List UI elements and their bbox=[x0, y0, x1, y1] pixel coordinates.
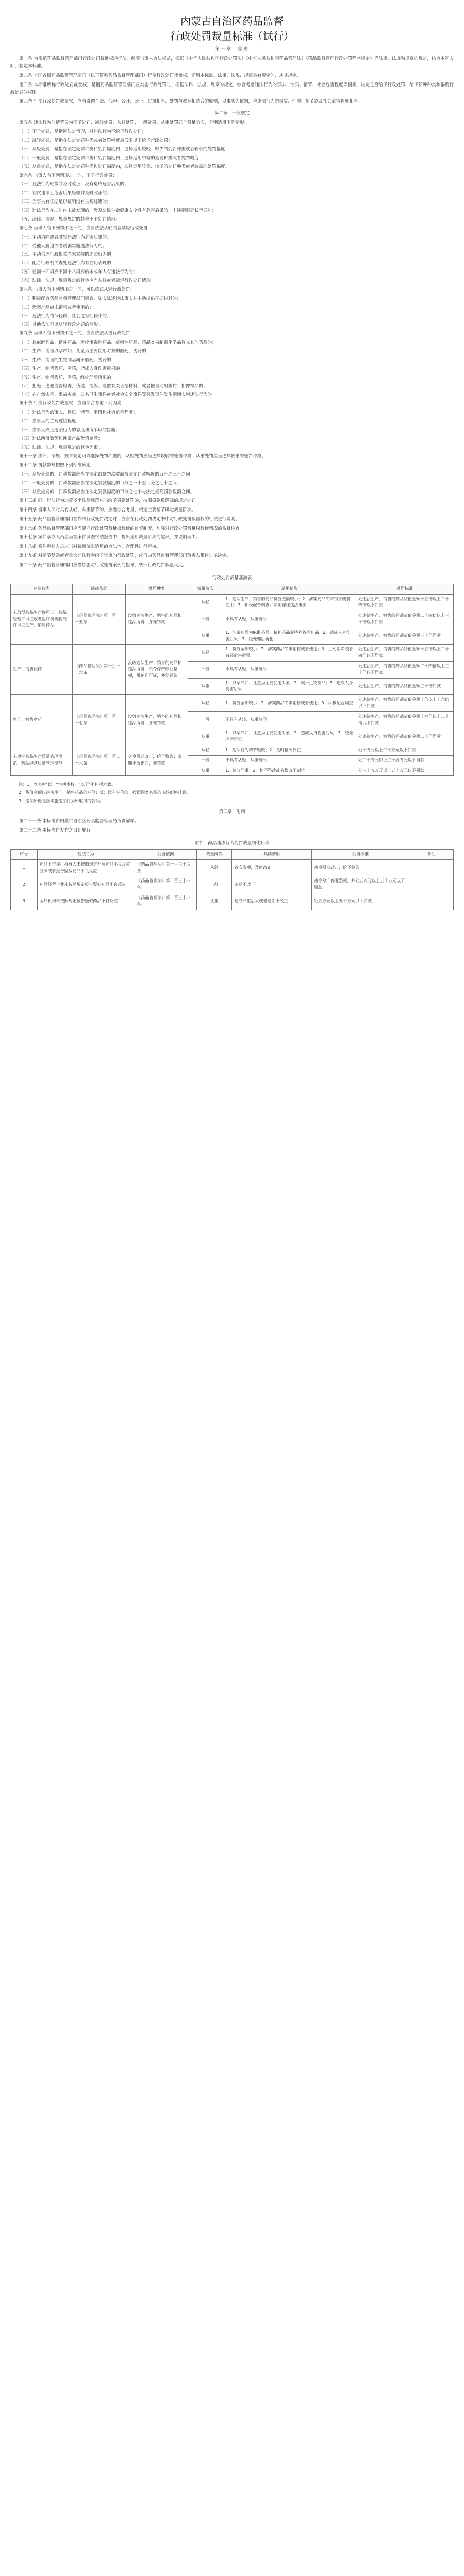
basis-cell: 《药品管理法》第一百一十五条 bbox=[73, 594, 126, 645]
article-10: 第十条 行使行政处罚裁量权，应当综合考虑下列因素： bbox=[19, 401, 126, 406]
document-page bbox=[10, 0, 454, 931]
level-cell: 从轻 bbox=[196, 859, 232, 876]
act-cell: 药品上市许可持有人未按照规定开展药品不良反应监测或者报告疑似药品不良反应 bbox=[37, 859, 135, 876]
penalty-kind-cell: 没收违法生产、销售的药品和违法所得，并处罚款 bbox=[126, 695, 188, 745]
act-cell: 生产、销售假药 bbox=[11, 645, 73, 695]
column-header: 法律依据 bbox=[73, 584, 126, 594]
basis-cell: 《药品管理法》第一百一十七条 bbox=[73, 695, 126, 745]
article-21: 第二十一条 本标准由内蒙古自治区药品监督管理局负责解释。 bbox=[19, 819, 139, 824]
number-cell: 3 bbox=[11, 893, 38, 910]
table-row bbox=[11, 695, 454, 712]
penalty-kind-cell: 没收违法生产、销售的药品和违法所得，并处罚款 bbox=[126, 594, 188, 645]
column-header: 处罚标准 bbox=[356, 584, 453, 594]
title-line-2: 行政处罚裁量标准（试行） bbox=[170, 30, 294, 42]
table-row bbox=[11, 876, 454, 893]
article-10-item: （四）违法所得数额和涉案产品货值金额； bbox=[19, 436, 103, 442]
article-1: 第一条 为规范药品监督管理部门行政处罚裁量权的行使，保障当事人合法权益，根据《中华人民共和国行政处罚法》《中华人民共和国药品管理法》《药品监督管理行政处罚程序规定》等法律、法规和规章的规定，结合本区实际，制定本标准。 bbox=[10, 56, 454, 69]
level-cell: 一般 bbox=[188, 711, 223, 728]
note-cell bbox=[409, 876, 454, 893]
act-cell: 生产、销售劣药 bbox=[11, 695, 73, 745]
standard-cell: 处违法生产、销售的药品货值金额三十倍罚款 bbox=[356, 678, 453, 695]
table-header-row bbox=[11, 849, 454, 859]
standard-cell: 处违法生产、销售的药品货值金额三十倍罚款 bbox=[356, 628, 453, 645]
table-row bbox=[11, 594, 454, 611]
article-5-item: （一）不予处罚，是指因法定情形，对违法行为不给予行政处罚； bbox=[19, 129, 146, 135]
level-cell: 从轻 bbox=[188, 594, 223, 611]
article-22: 第二十二条 本标准自发布之日起施行。 bbox=[19, 828, 95, 834]
standard-cell: 处五万元以上五十万元以下罚款 bbox=[312, 893, 409, 910]
column-header: 处罚标准 bbox=[312, 849, 409, 859]
act-cell: 未遵守药品生产质量管理规范、药品经营质量管理规范 bbox=[11, 745, 73, 776]
article-9-item: （三）生产、销售的生物制品属于假药、劣药的； bbox=[19, 357, 116, 363]
article-8-item: （一）积极配合药品监督管理部门调查，如实陈述违法事实并主动提供证据材料的； bbox=[19, 296, 181, 301]
level-cell: 从重 bbox=[188, 766, 223, 776]
case-cell: 1．违法生产、销售的药品货值金额较小；2．涉案药品尚未销售或者使用；3．积极配合调查并如实陈述违法事实 bbox=[223, 594, 356, 611]
column-header: 违法行为 bbox=[37, 849, 135, 859]
level-cell: 从重 bbox=[188, 728, 223, 745]
note-cell bbox=[409, 893, 454, 910]
article-16: 第十六条 药品监督管理部门应当建立行政处罚裁量权行使的监督制度，加强对行政处罚裁量权行使情况的监督检查。 bbox=[19, 526, 244, 531]
article-8-item: （四）其他依法可以从轻行政处罚的情形。 bbox=[19, 322, 103, 328]
article-18: 第十八条 案件审核人员应当对裁量阶次适用的合法性、合理性进行审核。 bbox=[19, 544, 161, 550]
standard-cell: 处十万元以上二十万元以下罚款 bbox=[356, 745, 453, 756]
table-note: 2．货值金额以违法生产、销售药品的标价计算；没有标价的，按照同类药品的市场价格计算。 bbox=[19, 790, 191, 795]
standard-cell: 责令限期改正，给予警告 bbox=[312, 859, 409, 876]
article-8-item: （二）涉案产品尚未销售或者使用的； bbox=[19, 304, 94, 310]
article-6-item: （一）违法行为轻微并及时改正，没有造成危害后果的； bbox=[19, 182, 129, 188]
article-7-item: （六）法律、法规、规章规定的其他应当从轻或者减轻行政处罚情形。 bbox=[19, 278, 155, 283]
article-12-item: （三）从重处罚的，罚款数额应当在法定罚款幅度的百分之七十与法定最高罚款数额之间。 bbox=[19, 489, 195, 495]
level-cell: 从重 bbox=[196, 893, 232, 910]
standard-cell: 处三十五万元以上五十万元以下罚款 bbox=[356, 766, 453, 776]
article-6-item: （三）当事人有证据足以证明没有主观过错的； bbox=[19, 199, 111, 205]
case-cell: 不具有从轻、从重情形 bbox=[223, 611, 356, 628]
standard-cell: 处违法生产、销售的药品货值金额十五倍以上二十四倍以下罚款 bbox=[356, 645, 453, 662]
article-7: 第七条 当事人有下列情形之一的，应当依法从轻或者减轻行政处罚： bbox=[19, 225, 152, 231]
article-12: 第十二条 罚款数额按照下列标准确定： bbox=[19, 463, 95, 468]
article-9-item: （六）拒绝、逃避监督检查，伪造、销毁、隐匿有关证据材料，或者擅自动用查封、扣押物品的； bbox=[19, 383, 208, 389]
article-10-item: （一）违法行为的事实、性质、情节、手段和社会危害程度； bbox=[19, 410, 138, 416]
column-header: 适用情形 bbox=[223, 584, 356, 594]
column-header: 违法行为 bbox=[11, 584, 73, 594]
article-6-item: （五）法律、法规、规章规定的其他不予处罚情形。 bbox=[19, 216, 120, 222]
article-6: 第六条 当事人有下列情形之一的，不予行政处罚： bbox=[19, 173, 117, 178]
table-caption: 附件：药品违法行为处罚裁量细化标准 bbox=[194, 840, 270, 846]
article-10-item: （三）当事人改正违法行为的态度和所采取的措施； bbox=[19, 427, 120, 433]
article-9-item: （四）生产、销售假药、劣药，造成人身伤害后果的； bbox=[19, 366, 125, 371]
case-cell: 造成严重后果或者逾期不改正 bbox=[232, 893, 312, 910]
article-17: 第十七条 案件承办人员应当在案件调查终结报告中，提出适用裁量阶次的建议，并说明理由。 bbox=[19, 535, 201, 540]
case-cell: 1．涉案药品为麻醉药品、精神药品等特殊管理药品；2．造成人身伤害后果；3．经处理后再犯 bbox=[223, 628, 356, 645]
column-header: 处罚种类 bbox=[126, 584, 188, 594]
level-cell: 一般 bbox=[188, 611, 223, 628]
number-cell: 2 bbox=[11, 876, 38, 893]
case-cell: 逾期不改正 bbox=[232, 876, 312, 893]
basis-cell: 《药品管理法》第一百一十六条 bbox=[73, 645, 126, 695]
case-cell: 不具有从轻、从重情形 bbox=[223, 711, 356, 728]
standard-cell: 处违法生产、销售的药品货值金额二十倍罚款 bbox=[356, 728, 453, 745]
level-cell: 从重 bbox=[188, 628, 223, 645]
penalty-kind-cell: 责令限期改正，给予警告；逾期不改正的，处罚款 bbox=[126, 745, 188, 776]
column-header: 裁量阶次 bbox=[196, 849, 232, 859]
penalty-kind-cell: 没收违法生产、销售的药品和违法所得，责令停产停业整顿，吊销许可证，并处罚款 bbox=[126, 645, 188, 695]
article-4: 第四条 行使行政处罚裁量权，应当遵循合法、合理、公开、公正、过罚相当、处罚与教育相结合的原则，以事实为依据，与违法行为的事实、性质、情节以及社会危害程度相当。 bbox=[19, 99, 362, 105]
level-cell: 一般 bbox=[188, 662, 223, 679]
basis-cell: 《药品管理法》第一百三十四条 bbox=[135, 859, 196, 876]
chapter-heading: 第一章 总则 bbox=[214, 47, 249, 52]
title-line-1: 内蒙古自治区药品监督 bbox=[180, 15, 284, 27]
chapter-heading: 第二章 一般规定 bbox=[214, 111, 250, 116]
case-cell: 首次发现，及时改正 bbox=[232, 859, 312, 876]
standard-cell: 处违法生产、销售的药品货值金额十五倍以上二十四倍以下罚款 bbox=[356, 594, 453, 611]
article-10-item: （二）当事人的主观过错程度； bbox=[19, 419, 81, 424]
article-14: 第十四条 当事人同时具有从轻、从重情节的，应当综合考量，根据主要情节确定裁量阶次。 bbox=[19, 507, 196, 513]
article-6-item: （四）违法行为在二年内未被发现的，涉及公民生命健康安全且有危害后果的，上述期限延长至五年； bbox=[19, 208, 217, 213]
case-cell: 1．违法行为情节轻微；2．及时整改到位 bbox=[223, 745, 356, 756]
article-8: 第八条 当事人有下列情形之一的，可以依法从轻行政处罚： bbox=[19, 286, 135, 292]
basis-cell: 《药品管理法》第一百三十四条 bbox=[135, 876, 196, 893]
column-header: 具体情形 bbox=[232, 849, 312, 859]
column-header: 序号 bbox=[11, 849, 38, 859]
table-note: 注：1．本表中"以上"包括本数，"以下"不包括本数。 bbox=[19, 782, 115, 787]
article-7-item: （三）主动供述行政机关尚未掌握的违法行为的； bbox=[19, 252, 116, 258]
document-title bbox=[10, 14, 454, 43]
article-11: 第十一条 法律、法规、规章规定可以选择处罚种类的，从轻处罚应当选择较轻的处罚种类，从重处罚应当选择较重的处罚种类。 bbox=[19, 453, 266, 459]
table-row bbox=[11, 645, 454, 662]
article-15: 第十五条 药品监督管理部门在作出行政处罚决定时，应当在行政处罚决定书中对行政处罚裁量权的行使进行说明。 bbox=[19, 516, 240, 522]
standard-cell: 责令停产停业整顿，并处五万元以上五十万元以下罚款 bbox=[312, 876, 409, 893]
table-body bbox=[11, 859, 454, 910]
table-body bbox=[11, 594, 454, 776]
act-cell: 未取得药品生产许可证、药品经营许可证或者医疗机构制剂许可证生产、销售药品 bbox=[11, 594, 73, 645]
note-cell bbox=[409, 859, 454, 876]
article-5-item: （五）从重处罚，是指在法定处罚种类和处罚幅度内，选择适用较重、较多的处罚种类或者较高的处罚幅度。 bbox=[19, 164, 230, 170]
article-9-item: （五）生产、销售假药、劣药，经处理后再犯的； bbox=[19, 375, 116, 380]
article-7-item: （二）受他人胁迫或者诱骗实施违法行为的； bbox=[19, 243, 107, 249]
case-cell: 1．货值金额较小；2．涉案药品尚未销售或者使用；3．主动消除或者减轻危害后果 bbox=[223, 645, 356, 662]
case-cell: 1．以孕产妇、儿童为主要使用对象；2．属于生物制品；3．造成人身伤害后果 bbox=[223, 678, 356, 695]
article-9-item: （一）以麻醉药品、精神药品、医疗用毒性药品、放射性药品、药品类易制毒化学品冒充其他药品的； bbox=[19, 340, 217, 346]
standard-cell: 处二十万元以上三十五万元以下罚款 bbox=[356, 755, 453, 766]
table-caption: 行政处罚裁量基准表 bbox=[212, 575, 252, 581]
article-2: 第二条 本区各级药品监督管理部门（以下简称药品监督管理部门）行使行政处罚裁量权，适用本标准。法律、法规、规章另有规定的，从其规定。 bbox=[19, 73, 301, 78]
level-cell: 从轻 bbox=[188, 645, 223, 662]
article-7-item: （五）已满十四周岁不满十八周岁的未成年人有违法行为的； bbox=[19, 269, 138, 275]
case-cell: 不具有从轻、从重情形 bbox=[223, 755, 356, 766]
case-cell: 1．情节严重；2．拒不整改或者整改不到位 bbox=[223, 766, 356, 776]
standard-cell: 处违法生产、销售的药品货值金额十倍以上十六倍以下罚款 bbox=[356, 695, 453, 712]
act-cell: 药品经营企业未按照规定报告疑似药品不良反应 bbox=[37, 876, 135, 893]
level-cell: 从轻 bbox=[188, 745, 223, 756]
article-9: 第九条 当事人有下列情形之一的，应当依法从重行政处罚： bbox=[19, 331, 135, 336]
basis-cell: 《药品管理法》第一百三十四条 bbox=[135, 893, 196, 910]
table-row bbox=[11, 893, 454, 910]
article-9-item: （七）在自然灾害、事故灾难、公共卫生事件或者社会安全事件等突发事件发生期间实施违法行为的。 bbox=[19, 392, 217, 398]
chapter-heading: 第三章 附则 bbox=[219, 809, 245, 815]
column-header: 裁量阶次 bbox=[188, 584, 223, 594]
discretion-table bbox=[10, 584, 454, 776]
article-5-item: （四）一般处罚，是指在法定处罚种类和处罚幅度内，选择适用中等的处罚种类或者处罚幅度； bbox=[19, 155, 204, 161]
standard-cell: 处违法生产、销售的药品货值金额十六倍以上二十倍以下罚款 bbox=[356, 711, 453, 728]
case-cell: 1．货值金额较小；2．涉案药品尚未销售或者使用；3．积极配合调查 bbox=[223, 695, 356, 712]
article-12-item: （二）一般处罚的，罚款数额应当在法定罚款幅度的百分之三十至百分之七十之间； bbox=[19, 481, 181, 486]
article-3: 第三条 本标准所称行政处罚裁量权，是指药品监督管理部门在实施行政处罚时，根据法律、法规、规章的规定，综合考虑违法行为的事实、性质、情节、社会危害程度等因素，决定是否给予行政处罚、给予何种种类和幅度行政处罚的权限。 bbox=[10, 82, 454, 95]
act-cell: 医疗机构未按照规定报告疑似药品不良反应 bbox=[37, 893, 135, 910]
level-cell: 从重 bbox=[188, 678, 223, 695]
article-7-item: （四）配合行政机关查处违法行为有立功表现的； bbox=[19, 261, 116, 266]
table-row bbox=[11, 859, 454, 876]
article-5: 第五条 违法行为的情节分为不予处罚、减轻处罚、从轻处罚、一般处罚、从重处罚五个裁量阶次，分别适用下列情形： bbox=[19, 120, 248, 126]
level-cell: 一般 bbox=[196, 876, 232, 893]
column-header: 备注 bbox=[409, 849, 454, 859]
article-9-item: （二）生产、销售以孕产妇、儿童为主要使用对象的假药、劣药的； bbox=[19, 349, 151, 354]
case-cell: 1．以孕产妇、儿童为主要使用对象；2．造成人身伤害后果；3．经处理后再犯 bbox=[223, 728, 356, 745]
case-cell: 不具有从轻、从重情形 bbox=[223, 662, 356, 679]
article-12-item: （一）从轻处罚的，罚款数额应当在法定最低罚款数额与法定罚款幅度的百分之三十之间； bbox=[19, 472, 195, 478]
basis-cell: 《药品管理法》第一百二十六条 bbox=[73, 745, 126, 776]
article-13: 第十三条 同一违法行为违反多个法律规范应当给予罚款处罚的，按照罚款数额高的规定处罚。 bbox=[19, 498, 201, 503]
standard-cell: 处违法生产、销售的药品货值金额二十四倍以上三十倍以下罚款 bbox=[356, 611, 453, 628]
article-5-item: （二）减轻处罚，是指在法定处罚种类或者处罚幅度最低限以下给予行政处罚； bbox=[19, 138, 173, 143]
article-8-item: （三）违法行为情节轻微，社会危害性较小的； bbox=[19, 313, 111, 319]
detail-table bbox=[10, 849, 454, 910]
column-header: 处罚依据 bbox=[135, 849, 196, 859]
table-row bbox=[11, 745, 454, 756]
table-note: 3．违法所得是指实施违法行为所取得的款项。 bbox=[19, 798, 104, 803]
table-header-row bbox=[11, 584, 454, 594]
level-cell: 一般 bbox=[188, 755, 223, 766]
level-cell: 从轻 bbox=[188, 695, 223, 712]
article-6-item: （二）初次违法且危害后果轻微并及时改正的； bbox=[19, 191, 111, 196]
standard-cell: 处违法生产、销售的药品货值金额二十四倍以上三十倍以下罚款 bbox=[356, 662, 453, 679]
article-19: 第十九条 对情节复杂或者重大违法行为给予较重的行政处罚，应当由药品监督管理部门负责人集体讨论决定。 bbox=[19, 553, 231, 559]
article-5-item: （三）从轻处罚，是指在法定处罚种类和处罚幅度内，选择适用较轻、较少的处罚种类或者较低的处罚幅度； bbox=[19, 146, 230, 152]
article-7-item: （一）主动消除或者减轻违法行为危害后果的； bbox=[19, 234, 111, 240]
number-cell: 1 bbox=[11, 859, 38, 876]
article-20: 第二十条 药品监督管理部门应当加强对行政处罚案例的指导，统一行政处罚裁量尺度。 bbox=[19, 563, 187, 568]
article-10-item: （五）法律、法规、规章规定的其他因素。 bbox=[19, 445, 103, 450]
